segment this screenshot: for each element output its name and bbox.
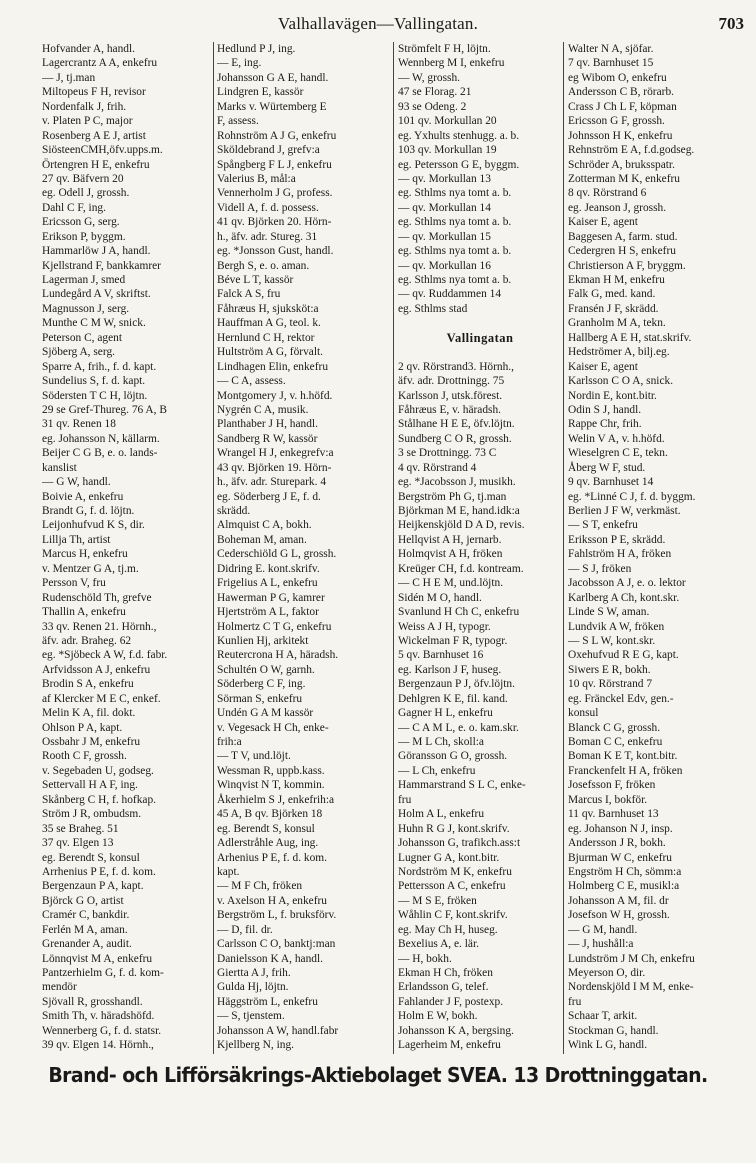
directory-entry: Skånberg C H, f. hofkap. bbox=[42, 793, 156, 806]
directory-entry: 8 qv. Rörstrand 6 bbox=[568, 187, 647, 200]
page-title: Valhallavägen—Vallingatan. bbox=[277, 14, 479, 33]
directory-entry: v. Segebaden U, godseg. bbox=[42, 764, 154, 777]
directory-entry: Munthe C M W, snick. bbox=[42, 317, 146, 330]
directory-entry: eg. Sthlms nya tomt a. b. bbox=[398, 187, 512, 200]
directory-entry: 47 se Florag. 21 bbox=[398, 86, 472, 99]
directory-entry: Rosenberg A E J, artist bbox=[42, 129, 146, 142]
directory-entry: Weiss A J H, typogr. bbox=[398, 620, 491, 633]
directory-entry: Nordenskjöld I M M, enke- bbox=[568, 981, 694, 994]
directory-entry: Wrangel H J, enkegrefv:a bbox=[217, 447, 334, 460]
directory-entry: — M S E, fröken bbox=[398, 894, 477, 907]
directory-entry: Kaiser E, agent bbox=[568, 360, 638, 373]
directory-entry: Giertta A J, frih. bbox=[217, 967, 291, 979]
directory-entry: äfv. adr. Braheg. 62 bbox=[42, 634, 132, 647]
directory-column-2 bbox=[217, 42, 392, 1054]
directory-entry: Holmertz C T G, enkefru bbox=[217, 620, 332, 633]
directory-entry: Holmqvist A H, fröken bbox=[398, 548, 503, 561]
directory-entry: Cederschiöld G L, grossh. bbox=[217, 548, 337, 561]
directory-entry: Stålhane H E E, öfv.löjtn. bbox=[398, 418, 515, 431]
directory-entry: Schröder A, bruksspatr. bbox=[568, 158, 675, 171]
directory-entry: Linde S W, aman. bbox=[568, 606, 650, 619]
directory-entry: Hammarstrand S L C, enke- bbox=[398, 779, 526, 792]
directory-entry: Johansson A M, fil. dr bbox=[568, 894, 669, 907]
directory-entry: Marks v. Würtemberg E bbox=[217, 100, 327, 113]
directory-entry: Wennberg M I, enkefru bbox=[398, 57, 505, 70]
directory-entry: Rappe Chr, frih. bbox=[568, 418, 642, 431]
directory-entry: Erlandsson G, telef. bbox=[398, 981, 489, 994]
directory-entry: — C H E M, und.löjtn. bbox=[398, 577, 504, 590]
directory-column-4 bbox=[568, 42, 746, 1054]
directory-entry: eg. Johanson N J, insp. bbox=[568, 822, 673, 835]
directory-entry: Lundegård A V, skriftst. bbox=[42, 288, 151, 301]
directory-entry: fru bbox=[568, 995, 582, 1008]
directory-entry: — qv. Morkullan 15 bbox=[398, 230, 491, 243]
directory-entry: Valerius B, mål:a bbox=[217, 172, 296, 185]
directory-entry: Miltopeus F H, revisor bbox=[42, 86, 146, 99]
directory-entry: — E, ing. bbox=[217, 57, 262, 70]
directory-entry: 5 qv. Barnhuset 16 bbox=[398, 649, 484, 662]
directory-entry: — L Ch, enkefru bbox=[398, 764, 476, 777]
directory-entry: skrädd. bbox=[217, 505, 251, 517]
directory-entry: eg. Berendt S, konsul bbox=[42, 851, 140, 864]
directory-entry: — G M, handl. bbox=[568, 923, 638, 936]
directory-entry: Kjellstrand F, bankkamrer bbox=[42, 259, 161, 272]
directory-entry: Reutercrona H A, häradsh. bbox=[217, 649, 339, 662]
directory-entry: Andersson J R, bokh. bbox=[568, 837, 666, 850]
column-divider bbox=[393, 42, 394, 1054]
directory-entry: eg. Sthlms nya tomt a. b. bbox=[398, 245, 512, 258]
directory-entry: Ferlén M A, aman. bbox=[42, 923, 128, 936]
directory-entry: Erikson P, byggm. bbox=[42, 230, 126, 243]
directory-entry: v. Mentzer G A, tj.m. bbox=[42, 562, 139, 575]
directory-entry: — S J, fröken bbox=[568, 562, 632, 575]
directory-entry: Adlerstråhle Aug, ing. bbox=[217, 837, 319, 850]
directory-entry: eg. Karlson J F, huseg. bbox=[398, 663, 502, 676]
directory-entry: Rohnström A J G, enkefru bbox=[217, 129, 337, 142]
directory-entry: — M F Ch, fröken bbox=[217, 880, 303, 893]
directory-entry: Ekman H Ch, fröken bbox=[398, 967, 493, 979]
directory-entry: eg. Söderberg J E, f. d. bbox=[217, 490, 321, 503]
directory-entry: v. Axelson H A, enkefru bbox=[217, 894, 327, 907]
directory-entry: Carlsson C O, banktj:man bbox=[217, 938, 336, 951]
directory-entry: 41 qv. Björken 20. Hörn- bbox=[217, 216, 332, 229]
directory-entry: Kreüger CH, f.d. kontream. bbox=[398, 562, 524, 575]
directory-entry: Winqvist N T, kommin. bbox=[217, 779, 325, 792]
column-divider bbox=[213, 42, 214, 1054]
directory-entry: Hauffman A G, teol. k. bbox=[217, 317, 321, 330]
directory-entry: Hellqvist A H, jernarb. bbox=[398, 533, 502, 546]
directory-entry: Ekman H M, enkefru bbox=[568, 274, 665, 286]
directory-entry: — S L W, kont.skr. bbox=[568, 634, 656, 647]
directory-entry: Hultström A G, förvalt. bbox=[217, 346, 323, 359]
directory-entry: Åkerhielm S J, enkefrih:a bbox=[217, 793, 335, 806]
directory-entry: Granholm M A, tekn. bbox=[568, 317, 666, 330]
directory-entry: Hawerman P G, kamrer bbox=[217, 591, 325, 604]
directory-entry: Lagerman J, smed bbox=[42, 274, 126, 286]
directory-entry: Wickelman F R, typogr. bbox=[398, 634, 508, 647]
directory-entry: 39 qv. Elgen 14. Hörnh., bbox=[42, 1039, 154, 1052]
directory-entry: — qv. Morkullan 16 bbox=[398, 259, 491, 272]
directory-entry: — H, bokh. bbox=[398, 952, 452, 965]
directory-entry: Strömfelt F H, löjtn. bbox=[398, 43, 491, 55]
directory-entry: Lundström J M Ch, enkefru bbox=[568, 952, 695, 965]
directory-entry: Marcus H, enkefru bbox=[42, 548, 128, 561]
directory-entry: — qv. Morkullan 13 bbox=[398, 172, 491, 185]
directory-entry bbox=[398, 345, 562, 359]
directory-entry: Kaiser E, agent bbox=[568, 216, 638, 229]
directory-entry: Bergström L, f. bruksförv. bbox=[217, 909, 337, 922]
directory-entry: — M L Ch, skoll:a bbox=[398, 736, 484, 748]
directory-entry: Gagner H L, enkefru bbox=[398, 707, 493, 720]
directory-entry: Schultén O W, garnh. bbox=[217, 663, 315, 676]
directory-entry: Sörman S, enkefru bbox=[217, 692, 303, 705]
directory-entry: Söderberg C F, ing. bbox=[217, 678, 306, 691]
directory-entry: 9 qv. Barnhuset 14 bbox=[568, 476, 654, 489]
directory-entry: eg. Jeanson J, grossh. bbox=[568, 201, 667, 214]
directory-entry: Sparre A, frih., f. d. kapt. bbox=[42, 360, 157, 373]
directory-entry: Falck A S, fru bbox=[217, 288, 281, 301]
directory-entry: kapt. bbox=[217, 865, 240, 878]
directory-entry: Engström H Ch, sömm:a bbox=[568, 865, 682, 878]
directory-entry: Bergström Ph G, tj.man bbox=[398, 490, 507, 503]
directory-entry: Thallin A, enkefru bbox=[42, 606, 126, 619]
directory-entry: — S T, enkefru bbox=[568, 519, 638, 532]
directory-entry: Rehnström E A, f.d.godseg. bbox=[568, 144, 695, 157]
directory-entry: Lillja Th, artist bbox=[42, 533, 111, 546]
directory-entry: Brandt G, f. d. löjtn. bbox=[42, 505, 135, 517]
page-header bbox=[0, 14, 756, 38]
directory-entry: Lundvik A W, fröken bbox=[568, 620, 665, 633]
directory-entry: Planthaber J H, handl. bbox=[217, 418, 318, 431]
directory-entry: Montgomery J, v. h.höfd. bbox=[217, 389, 333, 402]
directory-entry bbox=[398, 316, 562, 330]
directory-entry: äfv. adr. Drottningg. 75 bbox=[398, 375, 505, 388]
directory-entry: 11 qv. Barnhuset 13 bbox=[568, 808, 659, 821]
directory-entry: — D, fil. dr. bbox=[217, 923, 273, 936]
directory-entry: Nordenfalk J, frih. bbox=[42, 100, 127, 113]
directory-entry: Johnsson H K, enkefru bbox=[568, 129, 673, 142]
directory-entry: SiösteenCMH,öfv.upps.m. bbox=[42, 144, 163, 157]
directory-entry: Frigelius A L, enkefru bbox=[217, 577, 318, 590]
directory-entry: — J, hushåll:a bbox=[568, 938, 634, 951]
directory-entry: Björkman M E, hand.idk:a bbox=[398, 505, 520, 517]
directory-entry: Holmberg C E, musikl:a bbox=[568, 880, 680, 893]
directory-entry: Huhn R G J, kont.skrifv. bbox=[398, 822, 510, 835]
directory-entry: Gulda Hj, löjtn. bbox=[217, 981, 289, 994]
directory-entry: Beijer C G B, e. o. lands- bbox=[42, 447, 158, 460]
directory-entry: Almquist C A, bokh. bbox=[217, 519, 312, 532]
directory-column-1 bbox=[42, 42, 212, 1054]
directory-entry: Baggesen A, farm. stud. bbox=[568, 230, 678, 243]
directory-entry: Boman C C, enkefru bbox=[568, 736, 663, 748]
directory-entry: Vennerholm J G, profess. bbox=[217, 187, 333, 200]
directory-entry: Josefsson F, fröken bbox=[568, 779, 656, 792]
directory-entry: v. Vegesack H Ch, enke- bbox=[217, 721, 329, 734]
directory-entry: Sandberg R W, kassör bbox=[217, 432, 318, 445]
directory-entry: Cramér C, bankdir. bbox=[42, 909, 130, 922]
directory-entry: Rooth C F, grossh. bbox=[42, 750, 127, 763]
directory-entry: Berlien J F W, verkmäst. bbox=[568, 505, 681, 517]
directory-entry: eg. Sthlms stad bbox=[398, 302, 468, 315]
directory-entry: af Klercker M E C, enkef. bbox=[42, 692, 161, 705]
directory-entry: 35 se Braheg. 51 bbox=[42, 822, 119, 835]
directory-entry: Heijkenskjöld D A D, revis. bbox=[398, 519, 525, 532]
directory-entry: Sidén M O, handl. bbox=[398, 591, 482, 604]
directory-entry: Brodin S A, enkefru bbox=[42, 678, 134, 691]
directory-entry: — J, tj.man bbox=[42, 71, 96, 84]
directory-entry: Didring E. kont.skrifv. bbox=[217, 562, 320, 575]
directory-entry: Blanck C G, grossh. bbox=[568, 721, 661, 734]
directory-entry: Nygrén C A, musik. bbox=[217, 403, 309, 416]
directory-entry: Siwers E R, bokh. bbox=[568, 663, 651, 676]
directory-entry: Nordin E, kont.bitr. bbox=[568, 389, 657, 402]
directory-entry: Smith Th, v. häradshöfd. bbox=[42, 1010, 155, 1023]
directory-entry: 103 qv. Morkullan 19 bbox=[398, 144, 497, 157]
directory-entry: Holm A L, enkefru bbox=[398, 808, 485, 821]
directory-entry: 43 qv. Björken 19. Hörn- bbox=[217, 461, 332, 474]
directory-entry: 2 qv. Rörstrand3. Hörnh., bbox=[398, 360, 515, 373]
directory-entry: Bergh S, e. o. aman. bbox=[217, 259, 310, 272]
directory-entry: Christierson A F, bryggm. bbox=[568, 259, 686, 272]
directory-entry: frih:a bbox=[217, 736, 242, 748]
directory-entry bbox=[217, 1053, 392, 1054]
directory-entry: Meyerson O, dir. bbox=[568, 967, 646, 979]
directory-entry: Vallingatan bbox=[446, 330, 514, 345]
directory-entry bbox=[568, 1053, 746, 1054]
directory-entry: — C A, assess. bbox=[217, 375, 286, 388]
directory-entry: — W, grossh. bbox=[398, 71, 461, 84]
directory-entry: Zotterman M K, enkefru bbox=[568, 172, 680, 185]
directory-entry: Lindgren E, kassör bbox=[217, 86, 304, 99]
directory-entry: eg. May Ch H, huseg. bbox=[398, 923, 498, 936]
directory-entry: Kunlien Hj, arkitekt bbox=[217, 634, 309, 647]
directory-entry: Hernlund C H, rektor bbox=[217, 331, 315, 344]
directory-entry: Johansson G A E, handl. bbox=[217, 71, 329, 84]
directory-entry: Johansson A W, handl.fabr bbox=[217, 1024, 339, 1037]
directory-entry: Johansson G, trafikch.ass:t bbox=[398, 837, 521, 850]
directory-entry: 33 qv. Renen 21. Hörnh., bbox=[42, 620, 157, 633]
directory-entry: Fransén J F, skrädd. bbox=[568, 302, 659, 315]
directory-entry: Oxehufvud R E G, kapt. bbox=[568, 649, 679, 662]
directory-entry: Fahlström H A, fröken bbox=[568, 548, 672, 561]
directory-entry: F, assess. bbox=[217, 115, 259, 128]
directory-entry: Bergenzaun P J, öfv.löjtn. bbox=[398, 678, 515, 691]
directory-entry: Arfvidsson A J, enkefru bbox=[42, 663, 151, 676]
directory-entry: Béve L T, kassör bbox=[217, 274, 294, 286]
directory-entry: 29 se Gref-Thureg. 76 A, B bbox=[42, 403, 167, 416]
directory-entry: Stockman G, handl. bbox=[568, 1024, 659, 1037]
directory-entry: Odin S J, handl. bbox=[568, 403, 642, 416]
directory-entry: Wessman R, uppb.kass. bbox=[217, 764, 325, 777]
directory-entry: 4 qv. Rörstrand 4 bbox=[398, 461, 477, 474]
directory-entry: Andersson C B, rörarb. bbox=[568, 86, 674, 99]
directory-entry: Walter N A, sjöfar. bbox=[568, 43, 654, 55]
directory-entry: Fahlander J F, postexp. bbox=[398, 995, 504, 1008]
directory-entry: — T V, und.löjt. bbox=[217, 750, 291, 763]
directory-entry: Boivie A, enkefru bbox=[42, 490, 124, 503]
directory-entry: Pantzerhielm G, f. d. kom- bbox=[42, 967, 164, 979]
directory-entry: eg. *Jacobsson J, musikh. bbox=[398, 476, 516, 489]
column-divider bbox=[563, 42, 564, 1054]
directory-entry: Ström J R, ombudsm. bbox=[42, 808, 142, 821]
directory-entry: Södersten T C H, löjtn. bbox=[42, 389, 148, 402]
directory-entry: Wåhlin C F, kont.skrifv. bbox=[398, 909, 508, 922]
directory-entry: Undén G A M kassör bbox=[217, 707, 314, 720]
directory-entry: eg. Odell J, grossh. bbox=[42, 187, 130, 200]
directory-entry: eg. Fränckel Edv, gen.- bbox=[568, 692, 674, 705]
directory-entry: Lagercrantz A A, enkefru bbox=[42, 57, 158, 70]
directory-entry: Lagerheim M, enkefru bbox=[398, 1039, 501, 1052]
directory-entry: eg. Yxhults stenhugg. a. b. bbox=[398, 129, 520, 142]
directory-entry: — G W, handl. bbox=[42, 476, 111, 489]
directory-entry: 93 se Odeng. 2 bbox=[398, 100, 467, 113]
directory-entry: h., äfv. adr. Sturepark. 4 bbox=[217, 476, 327, 489]
directory-entry: 7 qv. Barnhuset 15 bbox=[568, 57, 654, 70]
directory-entry: Magnusson J, serg. bbox=[42, 302, 130, 315]
directory-entry: Bjurman W C, enkefru bbox=[568, 851, 672, 864]
directory-entry: eg. Sthlms nya tomt a. b. bbox=[398, 216, 512, 229]
directory-entry: — qv. Ruddammen 14 bbox=[398, 288, 502, 301]
directory-entry: Göransson G O, grossh. bbox=[398, 750, 508, 763]
directory-entry: Karlsson C O A, snick. bbox=[568, 375, 674, 388]
directory-entry: Sköldebrand J, grefv:a bbox=[217, 144, 320, 157]
directory-entry: konsul bbox=[568, 707, 599, 720]
directory-entry: fru bbox=[398, 793, 412, 806]
directory-entry: Hammarlöw J A, handl. bbox=[42, 245, 151, 258]
directory-entry: Fåhræus H, sjuksköt:a bbox=[217, 302, 319, 315]
directory-entry: Grenander A, audit. bbox=[42, 938, 132, 951]
directory-entry: Sjövall R, grosshandl. bbox=[42, 995, 143, 1008]
directory-entry: Eriksson P E, skrädd. bbox=[568, 533, 666, 546]
directory-entry: — S, tjenstem. bbox=[217, 1010, 285, 1023]
directory-entry: Arrhenius P E, f. d. kom. bbox=[42, 865, 156, 878]
directory-entry: Holm E W, bokh. bbox=[398, 1010, 478, 1023]
directory-entry: eg. *Sjöbeck A W, f.d. fabr. bbox=[42, 649, 168, 662]
directory-entry: Bergenzaun P A, kapt. bbox=[42, 880, 144, 893]
directory-entry: Boman K E T, kont.bitr. bbox=[568, 750, 678, 763]
directory-entry: eg Wibom O, enkefru bbox=[568, 71, 667, 84]
directory-entry: Josefson W H, grossh. bbox=[568, 909, 670, 922]
directory-entry: Johansson K A, bergsing. bbox=[398, 1024, 514, 1037]
directory-entry: Sjöberg A, serg. bbox=[42, 346, 115, 359]
directory-entry: Häggström L, enkefru bbox=[217, 995, 318, 1008]
directory-entry: Wink L G, handl. bbox=[568, 1039, 648, 1052]
directory-entry: 27 qv. Bäfvern 20 bbox=[42, 172, 124, 185]
directory-entry: eg. Johansson N, källarm. bbox=[42, 432, 160, 445]
directory-entry: eg. *Linné C J, f. d. byggm. bbox=[568, 490, 696, 503]
directory-entry: Jacobsson A J, e. o. lektor bbox=[568, 577, 686, 590]
directory-entry: Ossbahr J M, enkefru bbox=[42, 736, 141, 748]
advertisement-banner: Brand- och Lifförsäkrings-Aktiebolaget SVEA. 13 Drottninggatan. bbox=[48, 1063, 708, 1087]
directory-entry: Danielsson K A, handl. bbox=[217, 952, 323, 965]
directory-entry: eg. Berendt S, konsul bbox=[217, 822, 315, 835]
directory-entry: v. Platen P C, major bbox=[42, 115, 133, 128]
directory-entry: 31 qv. Renen 18 bbox=[42, 418, 116, 431]
directory-entry: Lugner G A, kont.bitr. bbox=[398, 851, 500, 864]
directory-entry: 3 se Drottningg. 73 C bbox=[398, 447, 497, 460]
directory-entry: Wennerberg G, f. d. statsr. bbox=[42, 1024, 162, 1037]
directory-entry: Marcus I, bokför. bbox=[568, 793, 648, 806]
directory-entry: Björck G O, artist bbox=[42, 894, 124, 907]
directory-entry: eg. *Jonsson Gust, handl. bbox=[217, 245, 334, 258]
directory-entry: Settervall H A F, ing. bbox=[42, 779, 138, 792]
directory-entry bbox=[42, 1053, 212, 1054]
directory-entry: Dehlgren K E, fil. kand. bbox=[398, 692, 508, 705]
directory-entry: Schaar T, arkit. bbox=[568, 1010, 638, 1023]
directory-entry: Welin V A, v. h.höfd. bbox=[568, 432, 665, 445]
directory-column-3 bbox=[398, 42, 562, 1054]
directory-entry: Boheman M, aman. bbox=[217, 533, 307, 546]
directory-entry: Dahl C F, ing. bbox=[42, 201, 106, 214]
directory-entry: Lönnqvist M A, enkefru bbox=[42, 952, 153, 965]
directory-entry: Lindhagen Elin, enkefru bbox=[217, 360, 329, 373]
directory-entry: Hallberg A E H, stat.skrifv. bbox=[568, 331, 692, 344]
directory-entry: Videll A, f. d. possess. bbox=[217, 201, 319, 214]
directory-entry: Ericsson G, serg. bbox=[42, 216, 120, 229]
page-number: 703 bbox=[718, 14, 744, 33]
directory-entry: Cedergren H S, enkefru bbox=[568, 245, 676, 258]
directory-entry: eg. Sthlms nya tomt a. b. bbox=[398, 274, 512, 286]
directory-entry: Kjellberg N, ing. bbox=[217, 1039, 294, 1052]
directory-entry: Rudenschöld Th, grefve bbox=[42, 591, 152, 604]
directory-columns bbox=[42, 42, 744, 1054]
directory-entry: 101 qv. Morkullan 20 bbox=[398, 115, 497, 128]
directory-entry bbox=[398, 1053, 562, 1054]
directory-entry: Åberg W F, stud. bbox=[568, 461, 646, 474]
directory-entry: Hofvander A, handl. bbox=[42, 43, 135, 55]
directory-entry: Peterson C, agent bbox=[42, 331, 123, 344]
directory-entry: Pettersson A C, enkefru bbox=[398, 880, 506, 893]
directory-entry: Sundelius S, f. d. kapt. bbox=[42, 375, 146, 388]
directory-entry: Nordström M K, enkefru bbox=[398, 865, 512, 878]
directory-entry: Wieselgren C E, tekn. bbox=[568, 447, 668, 460]
directory-entry: Spångberg F L J, enkefru bbox=[217, 158, 332, 171]
directory-entry: kanslist bbox=[42, 461, 77, 474]
directory-entry: 45 A, B qv. Björken 18 bbox=[217, 808, 323, 821]
directory-entry: h., äfv. adr. Stureg. 31 bbox=[217, 230, 318, 243]
directory-entry: Crass J Ch L F, köpman bbox=[568, 100, 677, 113]
directory-entry: Leijonhufvud K S, dir. bbox=[42, 519, 145, 532]
directory-entry: Hedlund P J, ing. bbox=[217, 43, 296, 55]
directory-entry: 37 qv. Elgen 13 bbox=[42, 837, 114, 850]
directory-entry: Fåhræus E, v. häradsh. bbox=[398, 403, 502, 416]
directory-entry: eg. Petersson G E, byggm. bbox=[398, 158, 520, 171]
directory-entry: Hjertström A L, faktor bbox=[217, 606, 319, 619]
directory-entry: Karlsson J, utsk.förest. bbox=[398, 389, 503, 402]
directory-entry: 10 qv. Rörstrand 7 bbox=[568, 678, 653, 691]
directory-entry: Franckenfelt H A, fröken bbox=[568, 764, 683, 777]
directory-entry: — qv. Morkullan 14 bbox=[398, 201, 491, 214]
directory-entry: Ericsson G F, grossh. bbox=[568, 115, 665, 128]
directory-entry: Örtengren H E, enkefru bbox=[42, 158, 150, 171]
directory-entry: Persson V, fru bbox=[42, 577, 106, 590]
directory-entry: Sundberg C O R, grossh. bbox=[398, 432, 512, 445]
directory-entry: Karlberg A Ch, kont.skr. bbox=[568, 591, 680, 604]
directory-entry: — C A M L, e. o. kam.skr. bbox=[398, 721, 519, 734]
directory-entry: Svanlund H Ch C, enkefru bbox=[398, 606, 520, 619]
directory-entry: Ohlson P A, kapt. bbox=[42, 721, 123, 734]
directory-entry: Melin K A, fil. dokt. bbox=[42, 707, 136, 720]
directory-entry: Arhenius P E, f. d. kom. bbox=[217, 851, 327, 864]
directory-entry: Falk G, med. kand. bbox=[568, 288, 656, 301]
directory-entry: Hedströmer A, bilj.eg. bbox=[568, 346, 670, 359]
directory-entry: Bexelius A, e. lär. bbox=[398, 938, 479, 951]
directory-entry: mendör bbox=[42, 981, 77, 994]
